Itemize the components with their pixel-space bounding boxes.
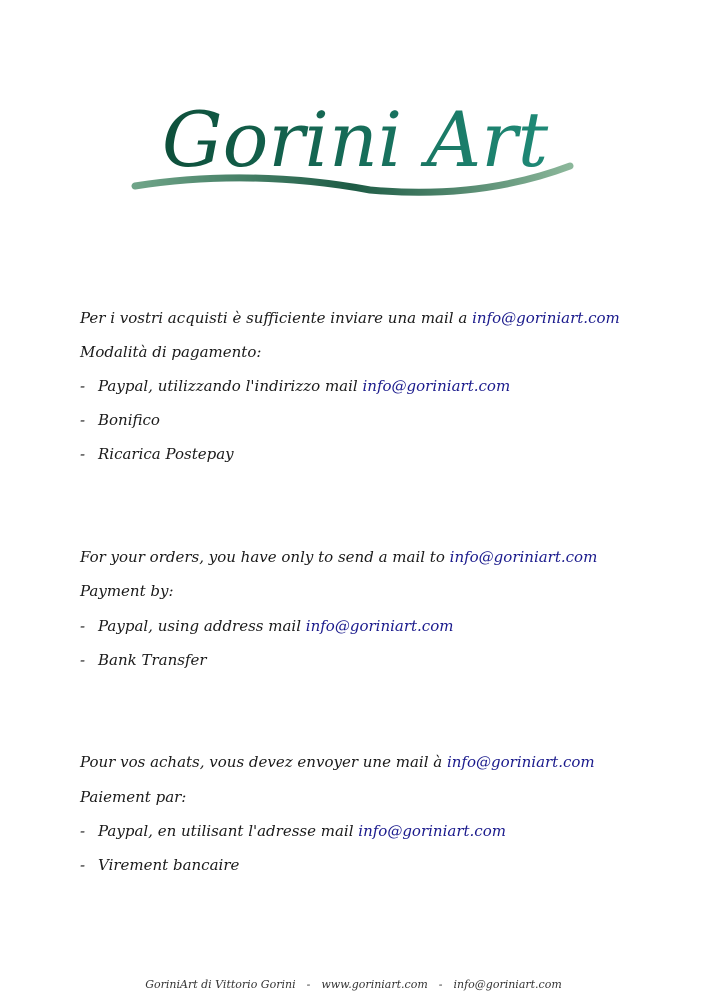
french-payment-heading: Paiement par: bbox=[80, 788, 187, 806]
english-email-link[interactable]: info@goriniart.com bbox=[449, 548, 598, 566]
italian-payment-heading: Modalità di pagamento: bbox=[80, 343, 262, 361]
logo-text: Gorini Art bbox=[161, 95, 549, 184]
english-payment-heading: Payment by: bbox=[80, 582, 174, 600]
french-paypal-email-link[interactable]: info@goriniart.com bbox=[358, 822, 506, 840]
english-intro: For your orders, you have only to send a mail to info@goriniart.com bbox=[80, 548, 598, 566]
page-footer: GoriniArt di Vittorio Gorini - www.goriniart.com - info@goriniart.com bbox=[145, 978, 562, 991]
italian-intro: Per i vostri acquisti è sufficiente inviare una mail a info@goriniart.com bbox=[80, 309, 620, 327]
english-bullet-paypal: - Paypal, using address mail info@goriniart.com bbox=[80, 617, 454, 635]
footer-website-link[interactable]: www.goriniart.com bbox=[321, 978, 428, 991]
footer-company: GoriniArt di Vittorio Gorini bbox=[145, 978, 296, 991]
italian-bullet-postepay: - Ricarica Postepay bbox=[80, 445, 234, 463]
french-bullet-virement: - Virement bancaire bbox=[80, 856, 240, 874]
french-bullet-paypal: - Paypal, en utilisant l'adresse mail info@goriniart.com bbox=[80, 822, 506, 840]
italian-paypal-email-link[interactable]: info@goriniart.com bbox=[362, 377, 511, 395]
footer-email-link[interactable]: info@goriniart.com bbox=[453, 978, 562, 991]
italian-bullet-bonifico: - Bonifico bbox=[80, 411, 160, 429]
english-paypal-email-link[interactable]: info@goriniart.com bbox=[305, 617, 454, 635]
gorini-art-logo bbox=[130, 88, 580, 213]
english-bullet-bank-transfer: - Bank Transfer bbox=[80, 651, 207, 669]
italian-email-link[interactable]: info@goriniart.com bbox=[472, 309, 620, 327]
french-intro: Pour vos achats, vous devez envoyer une mail à info@goriniart.com bbox=[80, 753, 595, 771]
italian-bullet-paypal: - Paypal, utilizzando l'indirizzo mail info@goriniart.com bbox=[80, 377, 511, 395]
french-email-link[interactable]: info@goriniart.com bbox=[446, 753, 595, 771]
